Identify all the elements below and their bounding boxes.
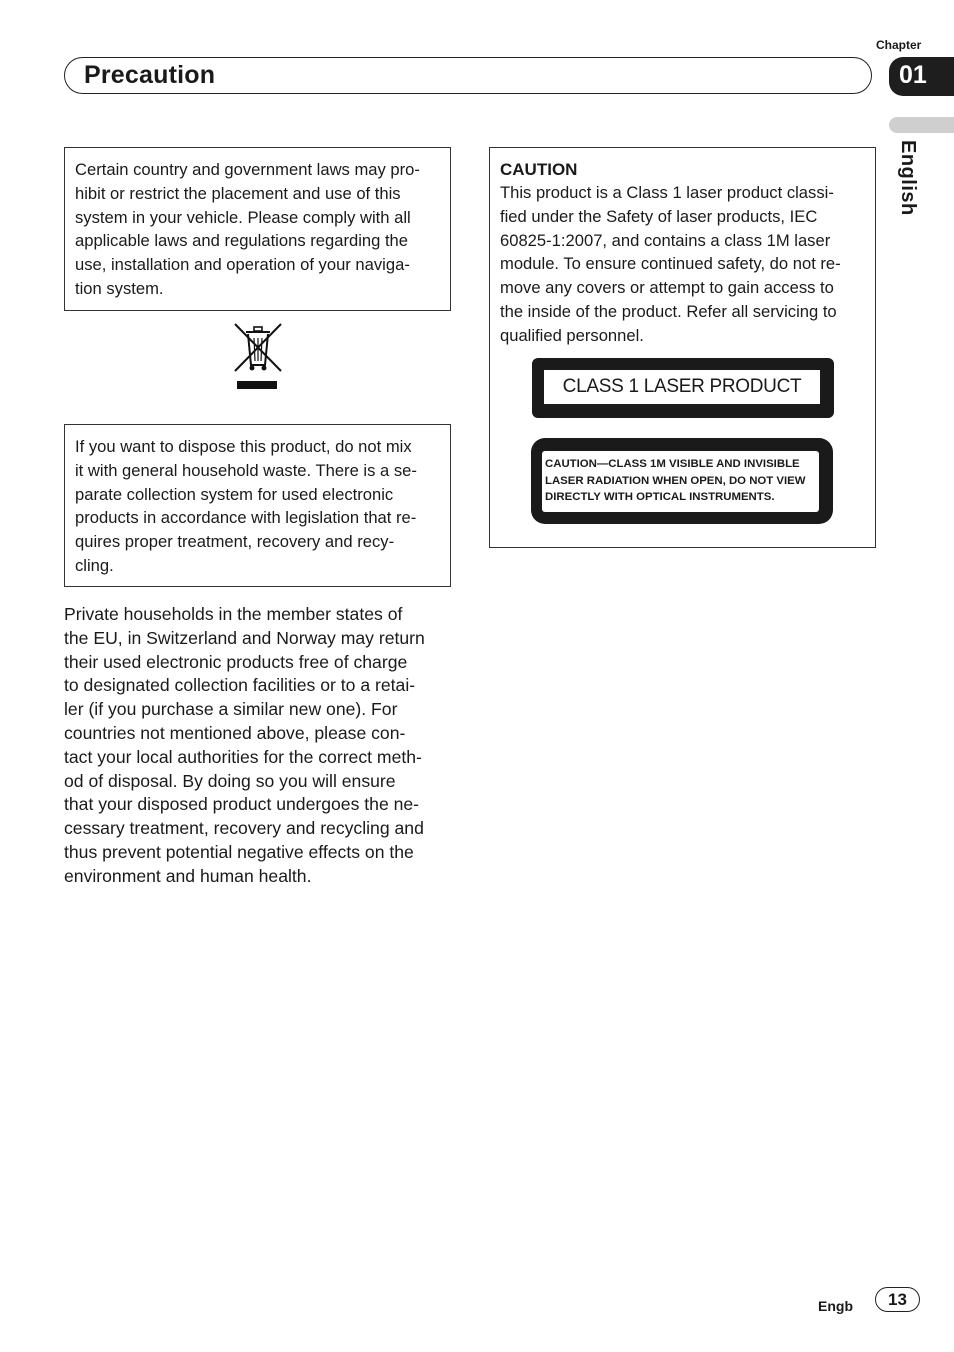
paragraph-line: countries not mentioned above, please con- [64,722,406,743]
paragraph-line: their used electronic products free of charge [64,651,408,672]
language-tab [889,117,954,133]
legal-notice-line: Certain country and government laws may pro- [75,160,420,179]
paragraph-line: od of disposal. By doing so you will ensure [64,770,396,791]
chapter-badge [889,57,954,96]
disposal-notice-box [64,424,451,587]
caution-line: move any covers or attempt to gain access to [500,278,834,298]
eu-disposal-paragraph [64,603,451,889]
caution-line: the inside of the product. Refer all servicing to [500,301,837,321]
legal-notice-line: use, installation and operation of your naviga- [75,255,410,275]
class1m-warning-text [542,451,819,512]
legal-notice-line: system in your vehicle. Please comply with all [75,207,411,227]
disposal-notice-line: cling. [75,555,114,575]
disposal-notice-line: quires proper treatment, recovery and recy- [75,532,395,552]
crossed-out-wheelie-bin-icon [233,321,283,391]
language-label: English [897,140,919,216]
paragraph-line: ler (if you purchase a similar new one). For [64,699,398,720]
page-title: Precaution [84,61,216,89]
paragraph-line: tact your local authorities for the correct meth- [64,746,422,767]
footer-language-code: Engb [818,1298,853,1314]
class1-laser-label [532,358,834,418]
page-number: 13 [875,1287,920,1312]
paragraph-line: thus prevent potential negative effects on the [64,841,414,862]
paragraph-line: that your disposed product undergoes the ne- [64,794,420,815]
warning-line: CAUTION—CLASS 1M VISIBLE AND INVISIBLE [545,458,800,470]
caution-line: module. To ensure continued safety, do not re- [500,254,841,274]
paragraph-line: cessary treatment, recovery and recycling and [64,818,424,839]
class1-laser-label-text: CLASS 1 LASER PRODUCT [544,370,820,404]
caution-line: qualified personnel. [500,325,644,345]
page-title-bar [64,57,872,94]
legal-notice-line: applicable laws and regulations regarding the [75,231,409,251]
paragraph-line: Private households in the member states of [64,604,403,624]
caution-line: This product is a Class 1 laser product classi- [500,183,834,202]
legal-notice-line: tion system. [75,278,164,298]
paragraph-line: the EU, in Switzerland and Norway may return [64,627,425,648]
paragraph-line: to designated collection facilities or to a retai- [64,675,416,696]
warning-line: DIRECTLY WITH OPTICAL INSTRUMENTS. [545,491,775,503]
legal-notice-box [64,147,451,311]
chapter-label: Chapter [876,38,922,52]
chapter-number: 01 [899,61,927,89]
disposal-notice-line: it with general household waste. There is a se- [75,460,417,480]
legal-notice-line: hibit or restrict the placement and use of this [75,183,401,203]
warning-line: LASER RADIATION WHEN OPEN, DO NOT VIEW [545,474,806,487]
disposal-notice-line: parate collection system for used electronic [75,484,394,504]
caution-heading: CAUTION [500,160,578,179]
disposal-notice-line: products in accordance with legislation that re- [75,508,417,528]
disposal-notice-line: If you want to dispose this product, do not mix [75,437,412,456]
paragraph-line: environment and human health. [64,865,312,886]
caution-line: fied under the Safety of laser products, IEC [500,206,818,226]
class1m-warning-label [531,438,833,524]
caution-line: 60825-1:2007, and contains a class 1M laser [500,230,831,250]
